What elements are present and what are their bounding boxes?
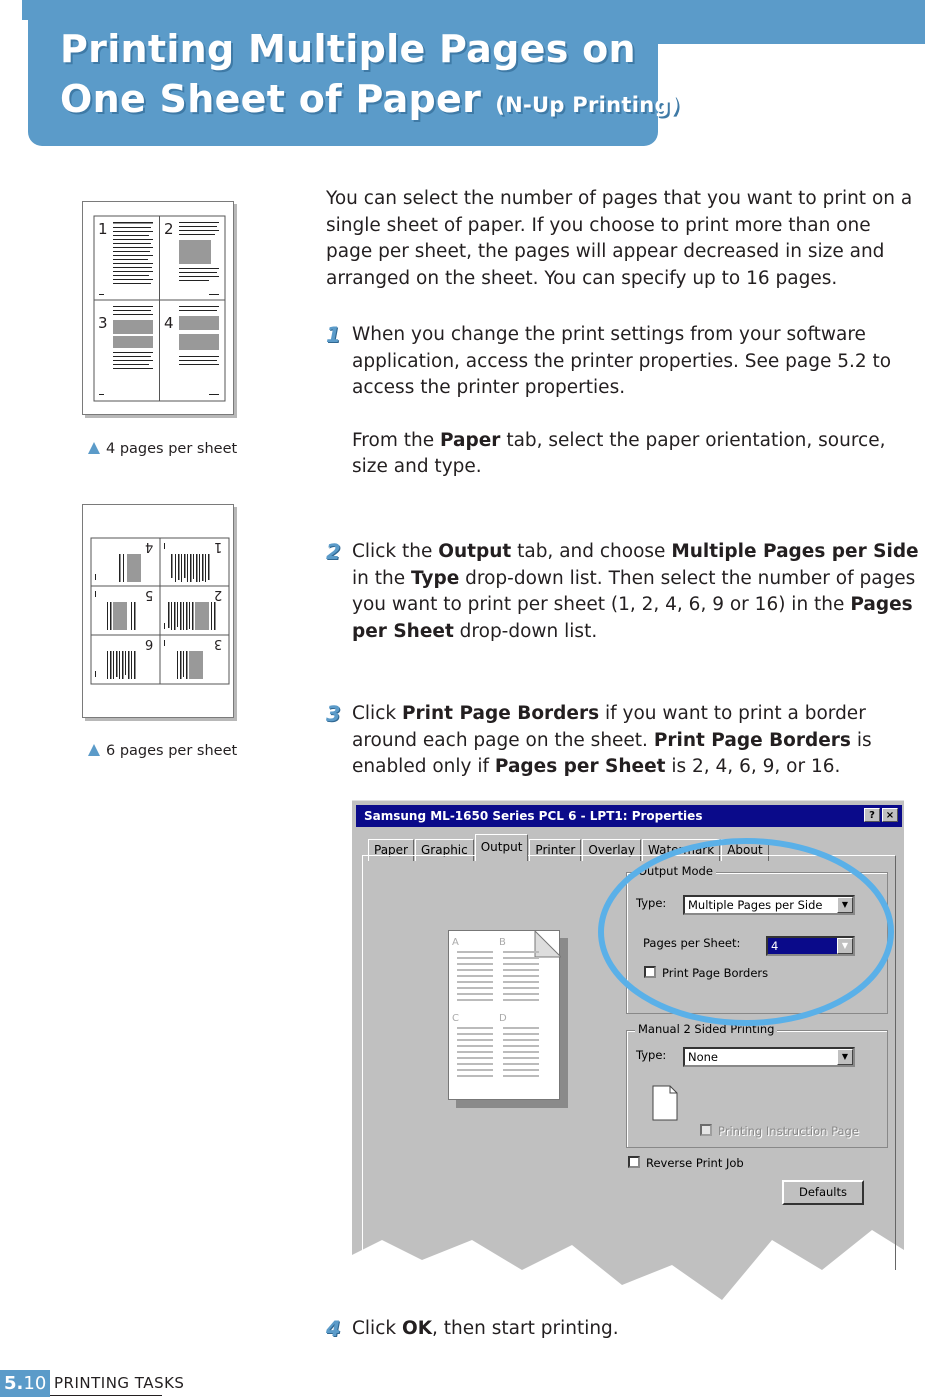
six-up-label-2: 2 [214, 587, 223, 602]
manual-type-label: Type: [636, 1048, 667, 1062]
four-up-label-3: 3 [98, 314, 108, 332]
step-3-text: Click Print Page Borders if you want to print a border around each page on the sheet. Print Page Borders is enabled only if Pages per Sheet is 2, 4, 6, 9, or 16. [352, 703, 872, 778]
manual-type-select[interactable]: None ▼ [683, 1047, 855, 1067]
preview-label-d: D [499, 1013, 507, 1024]
six-up-label-5: 5 [145, 587, 154, 602]
defaults-button[interactable]: Defaults [782, 1180, 864, 1205]
caption-marker-icon [88, 744, 100, 756]
tab-watermark[interactable]: Watermark [642, 839, 720, 861]
chevron-down-icon: ▼ [837, 938, 853, 954]
reverse-print-label: Reverse Print Job [646, 1156, 744, 1170]
step-2 [326, 539, 924, 645]
six-up-caption-text: 6 pages per sheet [106, 743, 238, 759]
step-1 [326, 322, 924, 481]
step-number-2: 2 [326, 540, 341, 564]
tab-overlay[interactable]: Overlay [582, 839, 641, 861]
step-4-text: Click OK, then start printing. [352, 1318, 619, 1339]
dialog-title: Samsung ML-1650 Series PCL 6 - LPT1: Properties [364, 809, 703, 823]
chevron-down-icon: ▼ [837, 897, 853, 913]
title-line-2 [60, 74, 680, 130]
four-up-caption-text: 4 pages per sheet [106, 441, 238, 457]
caption-marker-icon [88, 442, 100, 454]
four-up-label-1: 1 [98, 220, 108, 238]
four-up-caption [88, 441, 237, 457]
title-main: One Sheet of Paper [60, 77, 482, 121]
instruction-page-checkbox[interactable] [700, 1124, 712, 1136]
type-select[interactable]: Multiple Pages per Side ▼ [683, 895, 855, 915]
highlight-ellipse [598, 836, 898, 1028]
header-bar [650, 0, 925, 44]
six-up-caption [88, 743, 237, 759]
four-up-label-2: 2 [164, 220, 174, 238]
four-up-illustration [82, 201, 234, 415]
title-subtitle: (N-Up Printing) [495, 93, 680, 117]
six-up-label-1: 1 [214, 539, 223, 554]
output-mode-label: Output Mode [635, 864, 716, 878]
step-1-text-a: When you change the print settings from your software application, access the printer properties. See page 5.2 to access the printer properties. [352, 324, 892, 399]
title-line-1: Printing Multiple Pages on [60, 27, 636, 71]
help-button[interactable]: ? [864, 808, 880, 822]
six-up-label-6: 6 [145, 636, 154, 651]
print-page-borders-label: Print Page Borders [662, 966, 769, 980]
intro-paragraph: You can select the number of pages that you want to print on a single sheet of paper. If you choose to print more than one page per sheet, the pages will appear decreased in size and arranged on the sheet. You can specify up to 16 pages. [326, 188, 913, 289]
tab-about[interactable]: About [721, 839, 768, 861]
pages-per-sheet-label: Pages per Sheet: [643, 936, 741, 950]
section-name: PRINTING TASKS [54, 1374, 185, 1392]
page-title [60, 24, 680, 130]
step-4 [326, 1316, 924, 1343]
six-up-sheet [83, 505, 233, 717]
pages-per-sheet-select[interactable]: 4 ▼ [766, 936, 855, 956]
preview-label-b: B [499, 937, 506, 948]
tab-output[interactable]: Output [475, 834, 529, 861]
instruction-page-label: Printing Instruction Page [718, 1124, 859, 1138]
tab-graphic[interactable]: Graphic [415, 839, 474, 861]
step-number-4: 4 [326, 1317, 341, 1341]
preview-label-c: C [452, 1013, 459, 1024]
chevron-down-icon: ▼ [837, 1049, 853, 1065]
page-number: 5.10 [0, 1370, 50, 1397]
tab-paper[interactable]: Paper [368, 839, 414, 861]
six-up-label-4: 4 [145, 539, 154, 554]
tab-printer[interactable]: Printer [529, 839, 581, 861]
six-up-label-3: 3 [214, 636, 223, 651]
document-icon [652, 1085, 678, 1121]
step-1-text-b: From the Paper tab, select the paper orientation, source, size and type. [352, 429, 886, 478]
footer-rule [50, 1395, 162, 1396]
reverse-print-checkbox[interactable] [628, 1156, 640, 1168]
type-label: Type: [636, 896, 667, 910]
preview-label-a: A [452, 937, 459, 948]
dialog-titlebar [356, 805, 902, 827]
manual-duplex-label: Manual 2 Sided Printing [635, 1022, 777, 1036]
step-number-3: 3 [326, 702, 341, 726]
layout-preview [448, 930, 560, 1100]
six-up-illustration [82, 504, 234, 718]
step-3 [326, 701, 924, 781]
step-number-1: 1 [326, 323, 341, 347]
step-2-text: Click the Output tab, and choose Multiple Pages per Side in the Type drop-down list. Then select the number of pages you want to print per sheet (1, 2, 4, 6, 9 or 16) in the Pages per Sheet drop-down list. [352, 541, 919, 642]
close-button[interactable]: × [882, 808, 898, 822]
four-up-label-4: 4 [164, 314, 174, 332]
